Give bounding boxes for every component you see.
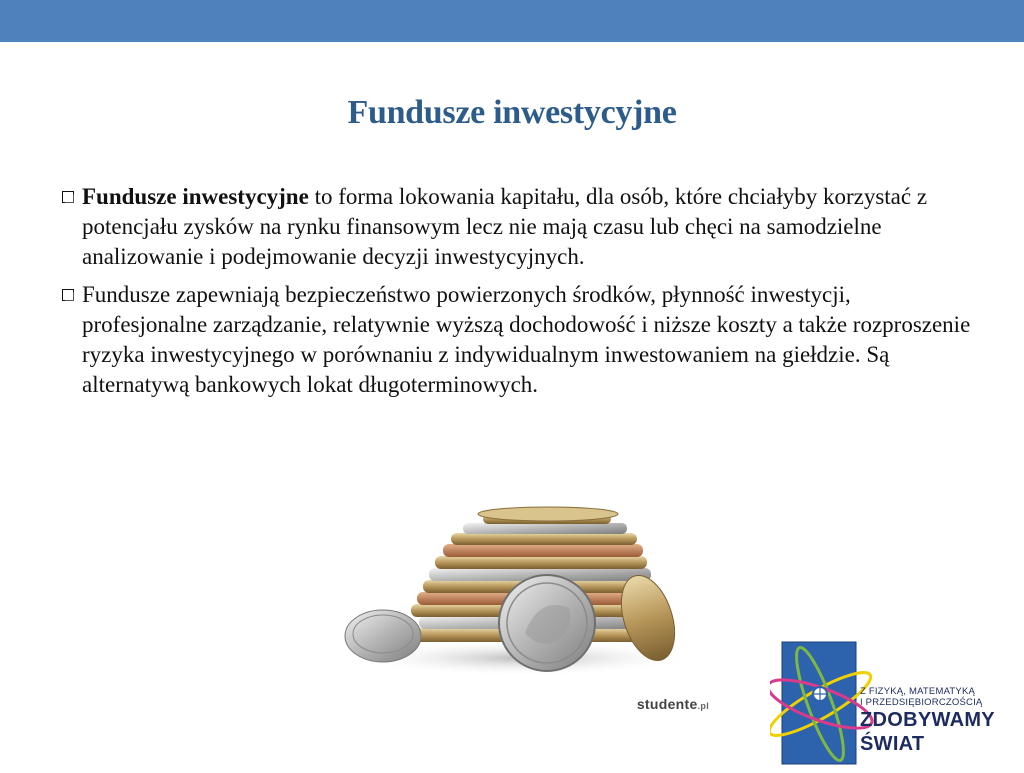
slide-body	[62, 182, 972, 408]
checkbox-bullet-icon	[62, 191, 74, 203]
checkbox-bullet-icon	[62, 289, 74, 301]
bullet-lead: Fundusze inwestycyjne	[82, 184, 309, 209]
logo-line: ŚWIAT	[860, 733, 925, 755]
logo-text	[860, 686, 1024, 756]
image-watermark: studente.pl	[636, 696, 709, 712]
bullet-text: Fundusze zapewniają bezpieczeństwo powierzonych środków, płynność inwestycji, profesjonalne zarządzanie, relatywnie wyższą dochodowość i niższe koszty a także rozproszenie ryzyka inwestycyjnego w porównaniu z indywidualnym inwestowaniem na giełdzie. Są alternatywą bankowych lokat długoterminowych.	[82, 282, 971, 397]
bullet-text: to forma lokowania kapitału, dla osób, które chciałyby korzystać z potencjału zysków na rynku finansowym lecz nie mają czasu lub chęci na samodzielne analizowanie i podejmowanie decyzji inwestycyjnych.	[82, 184, 928, 269]
logo-line: I PRZEDSIĘBIORCZOŚCIĄ	[860, 697, 983, 708]
bullet-item	[62, 182, 972, 272]
logo-line: Z FIZYKĄ, MATEMATYKĄ	[860, 686, 976, 697]
bullet-item	[62, 280, 972, 400]
coins-photo	[333, 478, 717, 716]
top-banner	[0, 0, 1024, 42]
coin-stack-illustration	[333, 478, 717, 716]
slide-title: Fundusze inwestycyjne	[347, 94, 677, 131]
logo-line: ZDOBYWAMY	[860, 709, 995, 731]
